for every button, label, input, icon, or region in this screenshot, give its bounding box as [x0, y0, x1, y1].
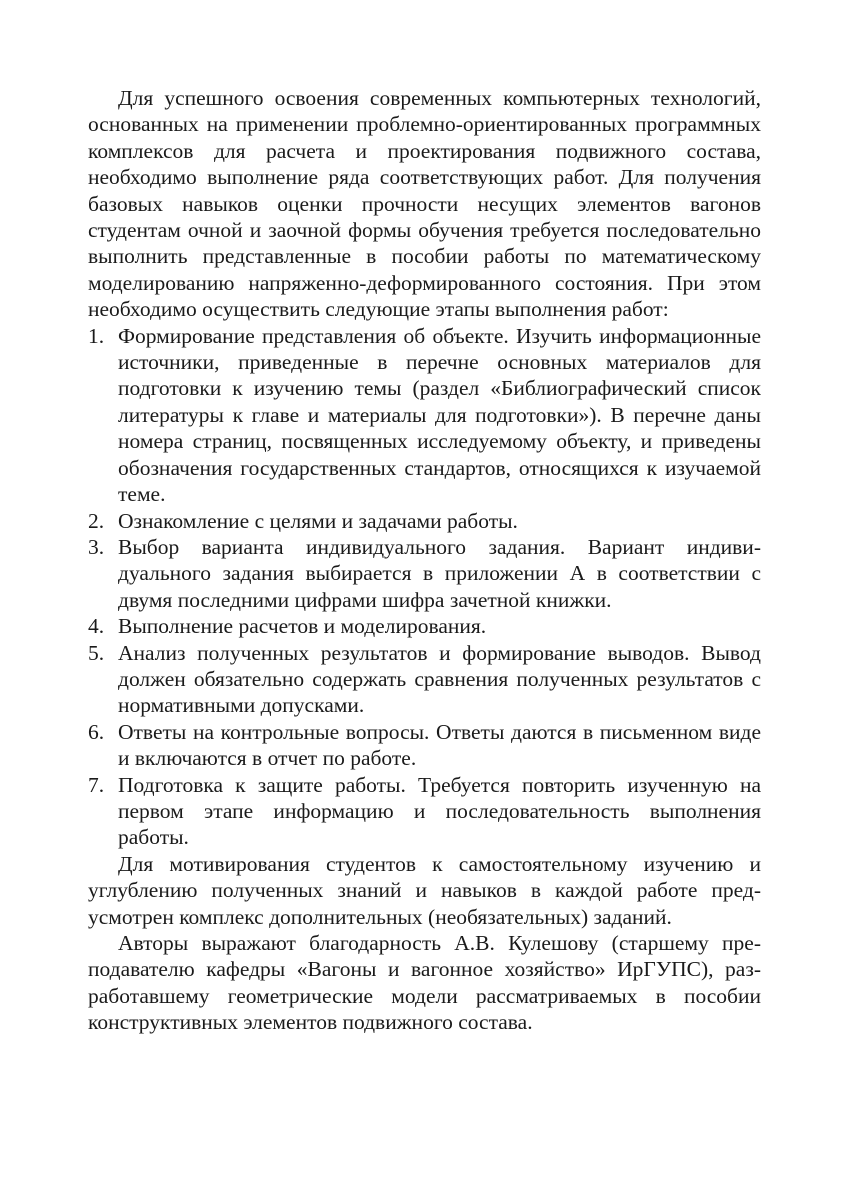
list-item — [88, 323, 761, 508]
list-item-text: Анализ полученных результатов и формирование выводов. Вывод должен обязательно содержать сравнения полученных результатов с нормативными допусками. — [118, 640, 761, 718]
list-item — [88, 534, 761, 613]
intro-paragraph: Для успешного освоения современных компьютерных технологий, основанных на применении проблемно-ориентированных программных комплексов для расчета и проектирования подвижного состава, необходимо выполнение ряда соответствующих работ. Для получения базовых навыков оценки прочности несущих элементов вагонов студентам очной и заочной формы обучения требуется последовательно выполнить представленные в пособии работы по математическому моделированию напряженно-деформированного состояния. При этом необходимо осуществить следующие этапы выполнения работ: — [88, 86, 761, 322]
document-page — [88, 85, 761, 1036]
list-item — [88, 772, 761, 851]
list-item — [88, 640, 761, 719]
list-item-number: 5. — [88, 640, 105, 665]
list-item-number: 7. — [88, 772, 105, 797]
list-item-text: Выбор варианта индивидуального задания. Вариант индивидуального задания выбирается в приложении А в соответствии с двумя последними цифрами шифра зачетной книжки. — [118, 534, 761, 612]
acknowledgment-paragraph: Авторы выражают благодарность А.В. Кулешову (старшему преподавателю кафедры «Вагоны и вагонное хозяйство» ИрГУПС), разработавшему геометрические модели рассматриваемых в пособии конструктивных элементов подвижного состава. — [88, 931, 761, 1035]
list-item — [88, 508, 761, 534]
list-item — [88, 719, 761, 772]
list-item — [88, 613, 761, 639]
list-item-number: 1. — [88, 323, 105, 348]
list-item-text: Ответы на контрольные вопросы. Ответы даются в письменном виде и включаются в отчет по работе. — [118, 719, 761, 771]
list-item-number: 2. — [88, 508, 105, 533]
list-item-text: Формирование представления об объекте. Изучить информационные источники, приведенные в перечне основных материалов для подготовки к изучению темы (раздел «Библиографический список литературы к главе и материалы для подготовки»). В перечне даны номера страниц, посвященных исследуемому объекту, и приведены обозначения государственных стандартов, относящихся к изучаемой теме. — [118, 323, 761, 507]
list-item-text: Подготовка к защите работы. Требуется повторить изученную на первом этапе информацию и последовательность выполнения работы. — [118, 772, 761, 850]
list-item-number: 6. — [88, 719, 105, 744]
steps-list — [88, 323, 761, 851]
list-item-text: Выполнение расчетов и моделирования. — [118, 614, 487, 639]
list-item-text: Ознакомление с целями и задачами работы. — [118, 508, 518, 533]
list-item-number: 4. — [88, 614, 105, 639]
list-item-number: 3. — [88, 534, 105, 559]
motivation-paragraph: Для мотивирования студентов к самостоятельному изучению и углублению полученных знаний и навыков в каждой работе предусмотрен комплекс дополнительных (необязательных) заданий. — [88, 851, 761, 929]
